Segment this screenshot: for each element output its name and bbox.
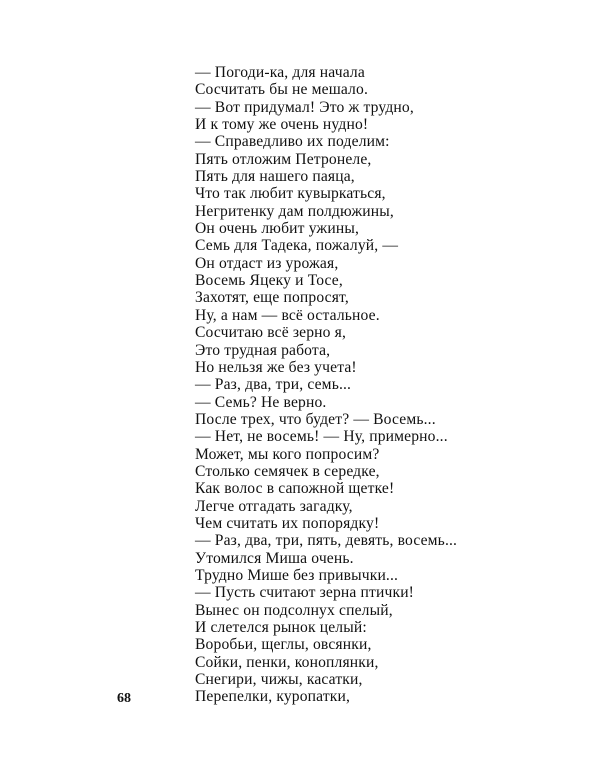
poem-line: Захотят, еще попросят, — [195, 289, 349, 307]
poem-line: — Погоди-ка, для начала — [195, 64, 365, 81]
poem-line: Снегири, чижы, касатки, — [195, 671, 363, 689]
poem-line: — Раз, два, три, семь... — [195, 376, 352, 394]
poem-line: Он очень любит ужины, — [195, 220, 360, 238]
poem-line: Это трудная работа, — [195, 341, 331, 359]
poem-line: Пять отложим Петронеле, — [195, 150, 372, 168]
poem-line: Столько семячек в середке, — [195, 462, 380, 480]
poem-line: Перепелки, куропатки, — [195, 688, 351, 706]
poem-line: Чем считать их попорядку! — [195, 514, 380, 532]
page-number: 68 — [117, 691, 131, 706]
poem-line: Может, мы кого попросим? — [195, 445, 380, 463]
poem-line: И слетелся рынок целый: — [195, 619, 367, 636]
poem-line: Негритенку дам полдюжины, — [195, 202, 394, 220]
poem-line: Семь для Тадека, пожалуй, — — [195, 237, 399, 255]
poem-line: Сойки, пенки, коноплянки, — [195, 653, 379, 671]
poem-line: Воробьи, щеглы, овсянки, — [195, 636, 372, 654]
poem-line: Ну, а нам — всё остальное. — [195, 306, 380, 324]
poem-line: — Пусть считают зерна птички! — [195, 584, 415, 602]
poem-line: Легче отгадать загадку, — [195, 497, 353, 515]
poem-line: Вынес он подсолнух спелый, — [195, 601, 393, 619]
poem-line: Он отдаст из урожая, — [195, 254, 339, 272]
poem-line: Восемь Яцеку и Тосе, — [195, 272, 343, 290]
poem-line: Сосчитать бы не мешало. — [195, 81, 368, 99]
poem-line: — Семь? Не верно. — [195, 393, 327, 411]
poem-line: Но нельзя же без учета! — [195, 358, 357, 376]
poem-line: — Справедливо их поделим: — [195, 133, 390, 151]
poem-line: Утомился Миша очень. — [195, 549, 354, 567]
poem-line: — Раз, два, три, пять, девять, восемь... — [195, 532, 458, 550]
poem-line: Пять для нашего паяца, — [195, 168, 355, 186]
poem-line: После трех, что будет? — Восемь... — [195, 410, 436, 428]
poem-line: — Нет, не восемь! — Ну, примерно... — [195, 428, 448, 446]
poem-text — [195, 64, 575, 706]
poem-line: Сосчитаю всё зерно я, — [195, 324, 347, 342]
poem-line: — Вот придумал! Это ж трудно, — [195, 98, 414, 116]
poem-line: И к тому же очень нудно! — [195, 116, 369, 134]
poem-line: Что так любит кувыркаться, — [195, 185, 386, 203]
poem-line: Как волос в сапожной щетке! — [195, 480, 395, 498]
poem-line: Трудно Мише без привычки... — [195, 566, 399, 584]
